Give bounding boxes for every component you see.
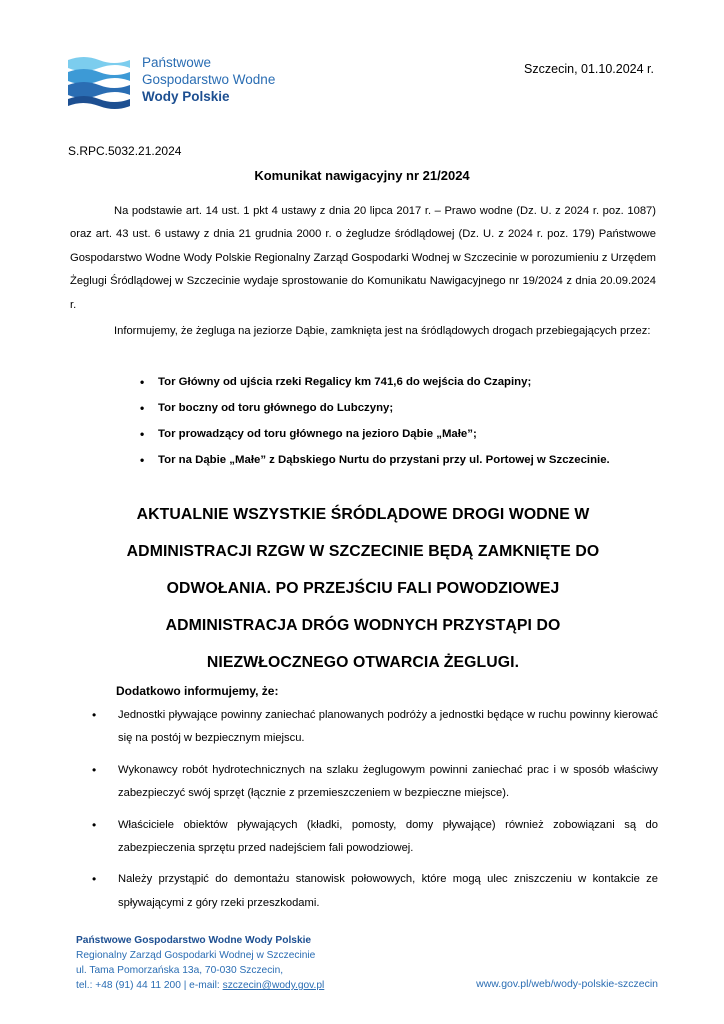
footer-website-link[interactable]: www.gov.pl/web/wody-polskie-szczecin xyxy=(476,978,658,990)
list-item xyxy=(92,759,658,806)
route-text: Tor boczny od toru głównego do Lubczyny; xyxy=(158,402,394,414)
footer-department: Regionalny Zarząd Gospodarki Wodnej w Szczecinie xyxy=(76,950,316,961)
logo-text-line1: Państwowe xyxy=(142,55,212,70)
list-item xyxy=(140,424,698,450)
bullet-icon: • xyxy=(92,817,97,832)
info-text: Właściciele obiektów pływających (kładki, pomosty, domy pływające) również zobowiązani są do zabezpieczenia sprzętu przed nadejściem fali powodziowej. xyxy=(118,818,658,855)
wody-polskie-logo xyxy=(68,54,130,112)
list-item xyxy=(92,704,658,751)
footer-organization: Państwowe Gospodarstwo Wodne Wody Polskie xyxy=(76,935,312,946)
document-title: Komunikat nawigacyjny nr 21/2024 xyxy=(254,168,470,183)
footer-address: ul. Tama Pomorzańska 13a, 70-030 Szczecin, xyxy=(76,965,284,976)
list-item xyxy=(92,868,658,915)
bullet-icon: • xyxy=(92,762,97,777)
bullet-icon: • xyxy=(140,401,145,415)
footer-phone: tel.: +48 (91) 44 11 200 | e-mail: xyxy=(76,980,223,991)
footer-contact xyxy=(76,979,324,993)
list-item xyxy=(140,398,698,424)
list-item xyxy=(92,814,658,861)
list-item xyxy=(140,372,698,398)
additional-info-list xyxy=(92,704,658,923)
info-text: Należy przystąpić do demontażu stanowisk połowowych, które mogą ulec zniszczeniu w kontakcie ze spływającymi z góry rzeki przeszkodami. xyxy=(118,873,658,909)
reference-number: S.RPC.5032.21.2024 xyxy=(68,144,182,158)
bullet-icon: • xyxy=(140,375,145,389)
route-text: Tor prowadzący od toru głównego na jezioro Dąbie „Małe”; xyxy=(158,428,477,440)
info-text: Jednostki pływające powinny zaniechać planowanych podróży a jednostki będące w ruchu powinny kierować się na postój w bezpiecznym miejscu. xyxy=(118,709,658,745)
logo-text-line3: Wody Polskie xyxy=(142,89,230,104)
additional-info-heading: Dodatkowo informujemy, że: xyxy=(116,684,279,698)
bullet-icon: • xyxy=(140,453,145,467)
closed-routes-list xyxy=(140,372,698,476)
logo-text-line2: Gospodarstwo Wodne xyxy=(142,72,276,87)
info-text: Wykonawcy robót hydrotechnicznych na szlaku żeglugowym powinni zaniechać prac i w sposób właściwy zabezpieczyć swój sprzęt (łącznie z przemieszczeniem w bezpieczne miejsce). xyxy=(118,763,658,800)
bullet-icon: • xyxy=(92,708,97,722)
route-text: Tor Główny od ujścia rzeki Regalicy km 741,6 do wejścia do Czapiny; xyxy=(158,376,532,388)
closure-paragraph: Informujemy, że żegluga na jeziorze Dąbie, zamknięta jest na śródlądowych drogach przebiegających przez: xyxy=(114,325,651,337)
list-item xyxy=(140,450,698,476)
document-date: Szczecin, 01.10.2024 r. xyxy=(524,62,654,76)
closure-notice: AKTUALNIE WSZYSTKIE ŚRÓDLĄDOWE DROGI WODNE W ADMINISTRACJI RZGW W SZCZECINIE BĘDĄ ZAMKNIĘTE DO ODWOŁANIA. PO PRZEJŚCIU FALI POWODZIOWEJ ADMINISTRACJA DRÓG WODNYCH PRZYSTĄPI DO NIEZWŁOCZNEGO OTWARCIA ŻEGLUGI. xyxy=(126,506,600,671)
bullet-icon: • xyxy=(140,427,145,441)
route-text: Tor na Dąbie „Małe” z Dąbskiego Nurtu do przystani przy ul. Portowej w Szczecinie. xyxy=(158,454,610,466)
bullet-icon: • xyxy=(92,872,97,887)
intro-paragraph: Na podstawie art. 14 ust. 1 pkt 4 ustawy z dnia 20 lipca 2017 r. – Prawo wodne (Dz. U. z 2024 r. poz. 1087) oraz art. 43 ust. 6 ustawy z dnia 21 grudnia 2000 r. o żegludze śródlądowej (Dz. U. z 2024 r. poz. 179) Państwowe Gospodarstwo Wodne Wody Polskie Regionalny Zarząd Gospodarki Wodnej w Szczecinie w porozumieniu z Urzędem Żeglugi Śródlądowej w Szczecinie wydaje sprostowanie do Komunikatu Nawigacyjnego nr 19/2024 z dnia 20.09.2024 r. xyxy=(70,205,656,311)
footer-email-link[interactable]: szczecin@wody.gov.pl xyxy=(222,980,325,991)
